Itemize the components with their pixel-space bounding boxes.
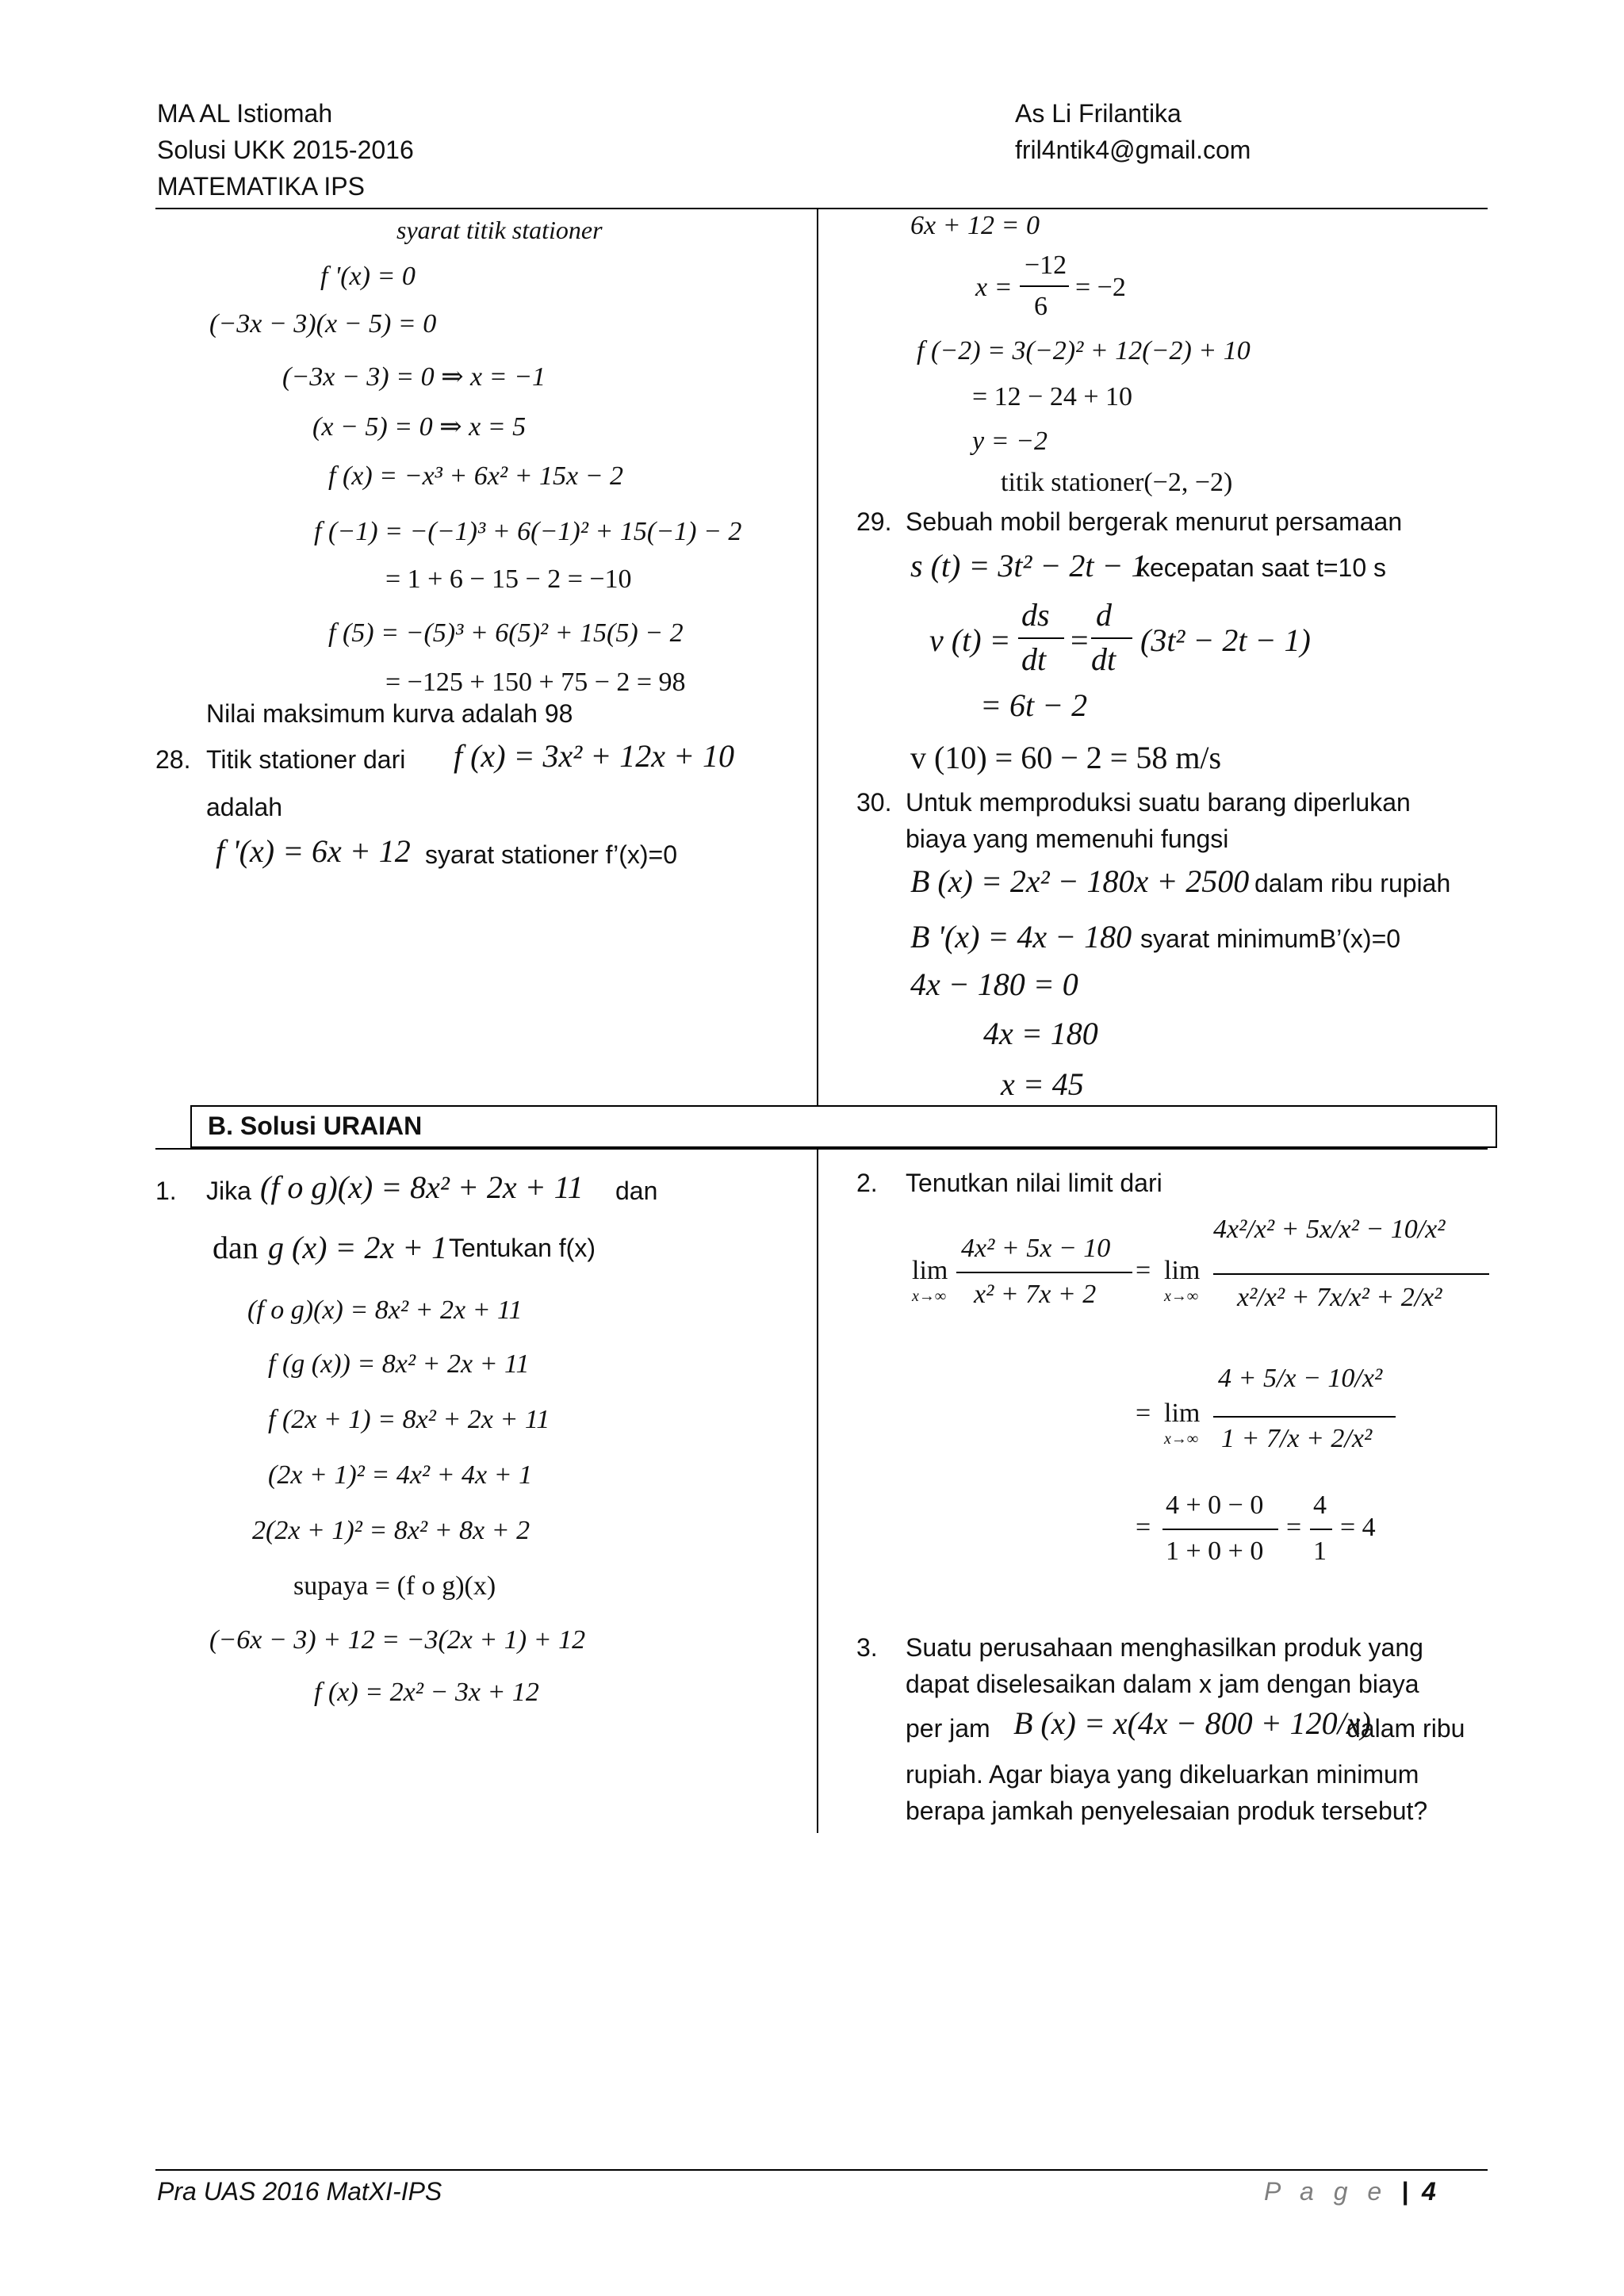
u1-step-3: f (2x + 1) = 8x² + 2x + 11	[268, 1405, 550, 1434]
q28-function: f (x) = 3x² + 12x + 10	[454, 738, 734, 774]
q30-line-1: 4x − 180 = 0	[910, 966, 1078, 1002]
r-line-2-bar	[1020, 285, 1069, 287]
u2-frac2-num: 4x²/x² + 5x/x² − 10/x²	[1213, 1215, 1446, 1244]
q30-number: 30.	[856, 788, 892, 817]
u2-result: = 4	[1340, 1513, 1376, 1542]
footer-divider	[155, 2169, 1488, 2171]
u2-frac5-den: 1	[1313, 1536, 1327, 1566]
eq-line-8: f (5) = −(5)³ + 6(5)² + 15(5) − 2	[328, 618, 684, 648]
column-divider-bottom	[817, 1148, 818, 1833]
q30-line-2: 4x = 180	[983, 1016, 1098, 1051]
u2-lim-1-sub: x→∞	[912, 1288, 947, 1305]
r-line-5: y = −2	[972, 427, 1048, 456]
u2-lim-3-sub: x→∞	[1164, 1430, 1199, 1448]
eq-line-6: f (−1) = −(−1)³ + 6(−1)² + 15(−1) − 2	[314, 517, 742, 546]
footer-sep: |	[1401, 2177, 1409, 2206]
u1-g-expr: g (x) = 2x + 1	[268, 1230, 448, 1265]
u2-lim-1: lim	[912, 1256, 948, 1285]
v-line-2: = 6t − 2	[980, 687, 1088, 723]
q30-unit: dalam ribu rupiah	[1254, 869, 1451, 897]
eq-line-1: f '(x) = 0	[320, 262, 416, 291]
u3-line-4: rupiah. Agar biaya yang dikeluarkan minimum	[906, 1760, 1419, 1789]
u2-frac1-den: x² + 7x + 2	[974, 1280, 1097, 1309]
q30-text1: Untuk memproduksi suatu barang diperlukan	[906, 788, 1411, 817]
u1-step-7: (−6x − 3) + 12 = −3(2x + 1) + 12	[209, 1625, 586, 1655]
u2-eq-1: =	[1136, 1256, 1151, 1285]
u3-number: 3.	[856, 1633, 878, 1662]
u2-lim-3: lim	[1164, 1399, 1201, 1428]
u2-lim-2-sub: x→∞	[1164, 1288, 1199, 1305]
eq-line-9: = −125 + 150 + 75 − 2 = 98	[385, 668, 686, 697]
column-divider-top	[817, 209, 818, 1105]
section-b-heading	[190, 1105, 1497, 1148]
eq-line-5: f (x) = −x³ + 6x² + 15x − 2	[328, 461, 624, 491]
u1-tentukan: Tentukan f(x)	[449, 1234, 596, 1262]
q30-line-3: x = 45	[1001, 1066, 1084, 1102]
u2-frac3-num: 4 + 5/x − 10/x²	[1218, 1364, 1383, 1393]
syarat-label: syarat titik stationer	[396, 216, 603, 244]
r-line-6: titik stationer(−2, −2)	[1001, 468, 1233, 497]
v-frac1-bar	[1018, 637, 1064, 639]
q28-text2: adalah	[206, 793, 283, 821]
footer-page	[1264, 2177, 1436, 2206]
u2-frac4-bar	[1162, 1529, 1278, 1530]
v-frac2-num: d	[1096, 597, 1112, 633]
eq-line-2: (−3x − 3)(x − 5) = 0	[209, 309, 437, 339]
u3-line-3a: per jam	[906, 1714, 990, 1743]
q29-text2: kecepatan saat t=10 s	[1137, 553, 1386, 582]
q28-text: Titik stationer dari	[206, 745, 406, 774]
footer-title: Pra UAS 2016 MatXI-IPS	[157, 2177, 442, 2206]
u1-step-8: f (x) = 2x² − 3x + 12	[314, 1678, 539, 1707]
section-b-divider	[155, 1148, 1488, 1150]
u2-frac1-num: 4x² + 5x − 10	[961, 1234, 1111, 1263]
u2-eq-4: =	[1286, 1513, 1302, 1542]
v-lhs: v (t) =	[929, 622, 1011, 658]
u2-frac5-num: 4	[1313, 1490, 1327, 1520]
u3-line-3b: dalam ribu	[1346, 1714, 1465, 1743]
footer-page-word: P a g e	[1264, 2177, 1388, 2206]
u1-fog-expr: (f o g)(x) = 8x² + 2x + 11	[260, 1169, 584, 1205]
r-line-2-num: −12	[1025, 251, 1067, 280]
r-line-2-den: 6	[1034, 292, 1048, 321]
r-line-2-rhs: = −2	[1075, 273, 1126, 302]
v-line-3: v (10) = 60 − 2 = 58 m/s	[910, 740, 1222, 775]
u1-step-5: 2(2x + 1)² = 8x² + 8x + 2	[252, 1516, 530, 1545]
u2-eq-3: =	[1136, 1513, 1151, 1542]
subject: MATEMATIKA IPS	[157, 172, 365, 201]
school-name: MA AL Istiomah	[157, 99, 333, 128]
u3-line-1: Suatu perusahaan menghasilkan produk yang	[906, 1633, 1423, 1662]
u1-step-4: (2x + 1)² = 4x² + 4x + 1	[268, 1460, 533, 1490]
q30-text2: biaya yang memenuhi fungsi	[906, 825, 1229, 853]
u2-frac3-bar	[1213, 1416, 1396, 1418]
v-frac2-bar	[1091, 637, 1132, 639]
r-line-4: = 12 − 24 + 10	[972, 382, 1133, 411]
u2-frac4-num: 4 + 0 − 0	[1166, 1490, 1264, 1520]
u3-cost-function: B (x) = x(4x − 800 + 120/x)	[1013, 1705, 1371, 1741]
u2-number: 2.	[856, 1169, 878, 1197]
u1-step-1: (f o g)(x) = 8x² + 2x + 11	[247, 1295, 523, 1325]
header-divider	[155, 208, 1488, 209]
u1-dan2: dan	[213, 1230, 259, 1265]
q29-text: Sebuah mobil bergerak menurut persamaan	[906, 507, 1403, 536]
r-line-3: f (−2) = 3(−2)² + 12(−2) + 10	[917, 336, 1251, 365]
r-line-2-lhs: x =	[975, 273, 1013, 302]
v-frac1-den: dt	[1021, 641, 1047, 677]
q28-number: 28.	[155, 745, 191, 774]
eq-line-4: (x − 5) = 0 ⇒ x = 5	[312, 412, 527, 442]
u2-frac4-den: 1 + 0 + 0	[1166, 1536, 1264, 1566]
eq-line-3: (−3x − 3) = 0 ⇒ x = −1	[282, 362, 546, 392]
u1-jika: Jika	[206, 1177, 251, 1205]
q29-function: s (t) = 3t² − 2t − 1	[910, 548, 1147, 584]
v-frac2-den: dt	[1091, 641, 1116, 677]
header-left	[157, 95, 414, 205]
q30-derivative: B '(x) = 4x − 180	[910, 919, 1132, 955]
u1-step-6: supaya = (f o g)(x)	[293, 1571, 496, 1601]
u2-text: Tenutkan nilai limit dari	[906, 1169, 1162, 1197]
v-paren: (3t² − 2t − 1)	[1140, 622, 1311, 658]
u3-line-5: berapa jamkah penyelesaian produk tersebut?	[906, 1797, 1428, 1825]
u1-step-2: f (g (x)) = 8x² + 2x + 11	[268, 1349, 530, 1379]
q30-condition: syarat minimumB’(x)=0	[1140, 924, 1401, 953]
doc-title: Solusi UKK 2015-2016	[157, 136, 414, 164]
u2-frac5-bar	[1310, 1529, 1332, 1530]
u1-dan: dan	[615, 1177, 658, 1205]
header-right	[1015, 95, 1251, 168]
v-frac1-num: ds	[1021, 597, 1050, 633]
q30-function: B (x) = 2x² − 180x + 2500	[910, 863, 1250, 899]
q28-derivative: f '(x) = 6x + 12	[216, 833, 411, 869]
u2-frac2-bar	[1213, 1273, 1489, 1275]
u2-frac1-bar	[956, 1272, 1132, 1273]
u2-eq-2: =	[1136, 1399, 1151, 1428]
q28-condition: syarat stationer f’(x)=0	[425, 840, 678, 869]
footer-page-number: 4	[1421, 2177, 1436, 2206]
u2-frac2-den: x²/x² + 7x/x² + 2/x²	[1237, 1283, 1442, 1312]
v-eq: =	[1071, 622, 1089, 658]
max-statement: Nilai maksimum kurva adalah 98	[206, 699, 573, 728]
section-b-title: B. Solusi URAIAN	[208, 1112, 423, 1140]
u2-lim-2: lim	[1164, 1256, 1201, 1285]
eq-line-7: = 1 + 6 − 15 − 2 = −10	[385, 564, 632, 594]
u3-line-2: dapat diselesaikan dalam x jam dengan biaya	[906, 1670, 1419, 1698]
q29-number: 29.	[856, 507, 892, 536]
u2-frac3-den: 1 + 7/x + 2/x²	[1221, 1424, 1373, 1453]
author-email: fril4ntik4@gmail.com	[1015, 136, 1251, 164]
author-name: As Li Frilantika	[1015, 99, 1182, 128]
r-line-1: 6x + 12 = 0	[910, 211, 1040, 240]
u1-number: 1.	[155, 1177, 177, 1205]
